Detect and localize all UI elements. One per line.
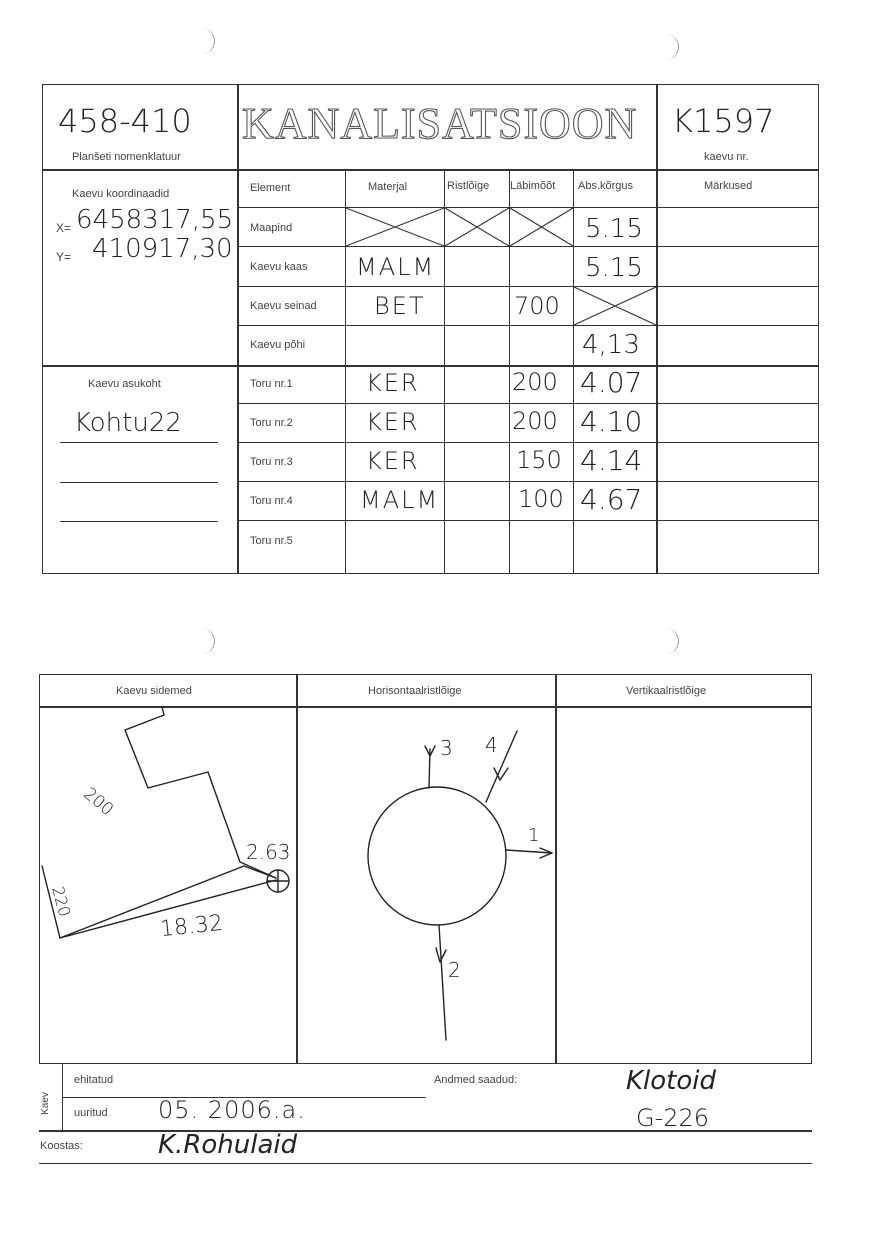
well-number-label: kaevu nr.: [704, 151, 749, 163]
pipe-number-3: 3: [440, 736, 453, 760]
row-element: Toru nr.4: [250, 495, 293, 507]
built-label: ehitatud: [74, 1074, 114, 1086]
surveyed-label: uuritud: [74, 1107, 108, 1119]
horizontal-section-label: Horisontaalristlõige: [368, 685, 462, 697]
pipe-number-4: 4: [485, 733, 498, 757]
pipe-label: 220: [48, 884, 75, 919]
data-from-label: Andmed saadud:: [434, 1074, 518, 1086]
row-diameter: 700: [514, 292, 560, 320]
header-diameter: Läbimõõt: [510, 180, 556, 192]
nomenclature-label: Planšeti nomenklatuur: [72, 151, 181, 163]
location-label: Kaevu asukoht: [88, 378, 161, 390]
header-notes: Märkused: [704, 180, 753, 192]
well-cross-section-circle: [368, 787, 506, 925]
nomenclature-value: 458-410: [58, 102, 192, 140]
row-element: Toru nr.5: [250, 535, 293, 547]
row-height: 4.07: [580, 366, 643, 399]
row-height: 4,13: [582, 330, 640, 360]
row-material: KER: [366, 369, 420, 397]
row-element: Kaevu kaas: [250, 261, 308, 273]
row-element: Kaevu põhi: [250, 339, 306, 351]
header-material: Materjal: [368, 181, 408, 193]
location-value: Kohtu22: [74, 408, 182, 438]
row-element: Kaevu seinad: [250, 300, 317, 312]
pipe-number-2: 2: [448, 958, 461, 982]
row-material: KER: [366, 408, 420, 436]
row-element: Toru nr.2: [250, 417, 293, 429]
header-abs-height: Abs.kõrgus: [578, 180, 634, 192]
row-material: KER: [366, 447, 420, 475]
vertical-section-label: Vertikaalristlõige: [626, 685, 707, 697]
coord-y-value: 410917,30: [92, 234, 233, 264]
coord-x-prefix: X=: [56, 221, 72, 235]
data-from-value: Klotoid: [626, 1066, 717, 1096]
row-diameter: 150: [516, 446, 562, 474]
row-diameter: 200: [512, 407, 558, 435]
distance-label: 2.63: [246, 840, 291, 864]
row-height: 4.10: [580, 405, 643, 438]
row-diameter: 100: [518, 485, 564, 513]
row-element: Maapind: [250, 222, 293, 234]
connections-label: Kaevu sidemed: [116, 685, 192, 697]
well-number-value: K1597: [672, 102, 775, 140]
pipe-number-1: 1: [528, 825, 540, 846]
row-material: MALM: [356, 253, 436, 281]
row-height: 5.15: [585, 214, 643, 244]
header-element: Element: [250, 182, 291, 194]
coord-x-value: 6458317,55: [76, 205, 234, 235]
row-element: Toru nr.1: [250, 378, 293, 390]
compiled-label: Koostas:: [40, 1140, 83, 1152]
distance-label: 18.32: [158, 910, 225, 943]
coordinates-label: Kaevu koordinaadid: [72, 188, 170, 200]
row-diameter: 200: [512, 368, 558, 396]
compiled-value: K.Rohulaid: [158, 1130, 298, 1160]
surveyed-value: 05. 2006.a.: [158, 1096, 306, 1124]
row-height: 5.15: [585, 253, 643, 283]
pipe-2: [439, 925, 446, 1040]
row-height: 4.67: [580, 483, 643, 516]
pipe-label: 200: [79, 783, 118, 821]
coord-y-prefix: Y=: [56, 250, 72, 264]
document-title: KANALISATSIOON: [242, 99, 638, 148]
row-material: MALM: [360, 486, 440, 514]
row-height: 4.14: [580, 444, 643, 477]
header-cross-section: Ristlõige: [447, 180, 490, 192]
well-side-label: Kaev: [39, 1092, 51, 1115]
row-material: BET: [374, 292, 426, 320]
data-from-code: G-226: [636, 1104, 710, 1132]
row-element: Toru nr.3: [250, 456, 293, 468]
